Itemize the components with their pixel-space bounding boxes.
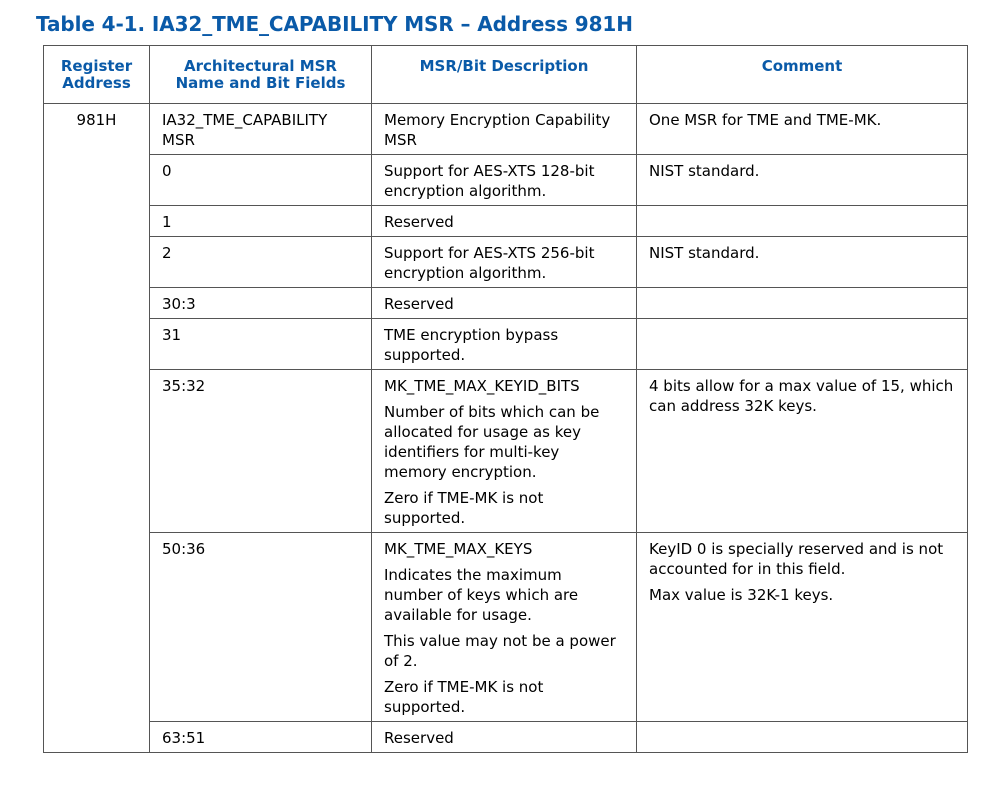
description-paragraph: TME encryption bypass supported.	[384, 326, 559, 364]
comment-cell	[637, 104, 968, 155]
comment-paragraph: NIST standard.	[649, 162, 760, 180]
description-cell	[372, 288, 637, 319]
description-paragraph: Number of bits which can be allocated for usage as key identifiers for multi-key memory encryption.	[384, 403, 600, 481]
description-cell	[372, 370, 637, 533]
bit-field-cell: 35:32	[150, 370, 372, 533]
description-paragraph: Reserved	[384, 295, 454, 313]
description-paragraph: Reserved	[384, 213, 454, 231]
table-row	[44, 104, 968, 155]
bit-field-cell: 50:36	[150, 533, 372, 722]
comment-paragraph: One MSR for TME and TME-MK.	[649, 111, 882, 129]
table-title: Table 4-1. IA32_TME_CAPABILITY MSR – Address 981H	[36, 12, 633, 36]
table-row	[44, 288, 968, 319]
header-description: MSR/Bit Description	[372, 46, 637, 104]
table-row	[44, 237, 968, 288]
table-row	[44, 370, 968, 533]
comment-cell	[637, 370, 968, 533]
header-register-address: Register Address	[44, 46, 150, 104]
table-row	[44, 155, 968, 206]
table-row	[44, 722, 968, 753]
description-cell	[372, 722, 637, 753]
comment-paragraph: KeyID 0 is specially reserved and is not accounted for in this field.	[649, 540, 944, 578]
comment-cell	[637, 722, 968, 753]
description-paragraph: Reserved	[384, 729, 454, 747]
description-paragraph: Support for AES-XTS 256-bit encryption algorithm.	[384, 244, 595, 282]
comment-paragraph: NIST standard.	[649, 244, 760, 262]
comment-cell	[637, 206, 968, 237]
header-msr-name: Architectural MSR Name and Bit Fields	[150, 46, 372, 104]
description-paragraph: Indicates the maximum number of keys which are available for usage.	[384, 566, 579, 624]
bit-field-cell: 30:3	[150, 288, 372, 319]
description-cell	[372, 206, 637, 237]
msr-table	[43, 45, 968, 753]
description-cell	[372, 155, 637, 206]
description-cell	[372, 104, 637, 155]
comment-cell	[637, 288, 968, 319]
table-header-row	[44, 46, 968, 104]
comment-cell	[637, 319, 968, 370]
header-comment: Comment	[637, 46, 968, 104]
register-address-cell: 981H	[44, 104, 150, 753]
description-cell	[372, 533, 637, 722]
description-paragraph: MK_TME_MAX_KEYS	[384, 540, 533, 558]
bit-field-cell: 31	[150, 319, 372, 370]
description-paragraph: This value may not be a power of 2.	[384, 632, 616, 670]
description-paragraph: Support for AES-XTS 128-bit encryption algorithm.	[384, 162, 595, 200]
comment-cell	[637, 237, 968, 288]
comment-paragraph: 4 bits allow for a max value of 15, which can address 32K keys.	[649, 377, 954, 415]
description-paragraph: Zero if TME-MK is not supported.	[384, 678, 544, 716]
bit-field-cell: 1	[150, 206, 372, 237]
comment-cell	[637, 533, 968, 722]
bit-field-cell: IA32_TME_CAPABILITY MSR	[150, 104, 372, 155]
bit-field-cell: 2	[150, 237, 372, 288]
table-row	[44, 533, 968, 722]
description-cell	[372, 237, 637, 288]
comment-paragraph: Max value is 32K-1 keys.	[649, 586, 834, 604]
description-paragraph: Memory Encryption Capability MSR	[384, 111, 611, 149]
description-paragraph: Zero if TME-MK is not supported.	[384, 489, 544, 527]
table-row	[44, 206, 968, 237]
description-paragraph: MK_TME_MAX_KEYID_BITS	[384, 377, 580, 395]
table-row	[44, 319, 968, 370]
bit-field-cell: 63:51	[150, 722, 372, 753]
bit-field-cell: 0	[150, 155, 372, 206]
description-cell	[372, 319, 637, 370]
comment-cell	[637, 155, 968, 206]
